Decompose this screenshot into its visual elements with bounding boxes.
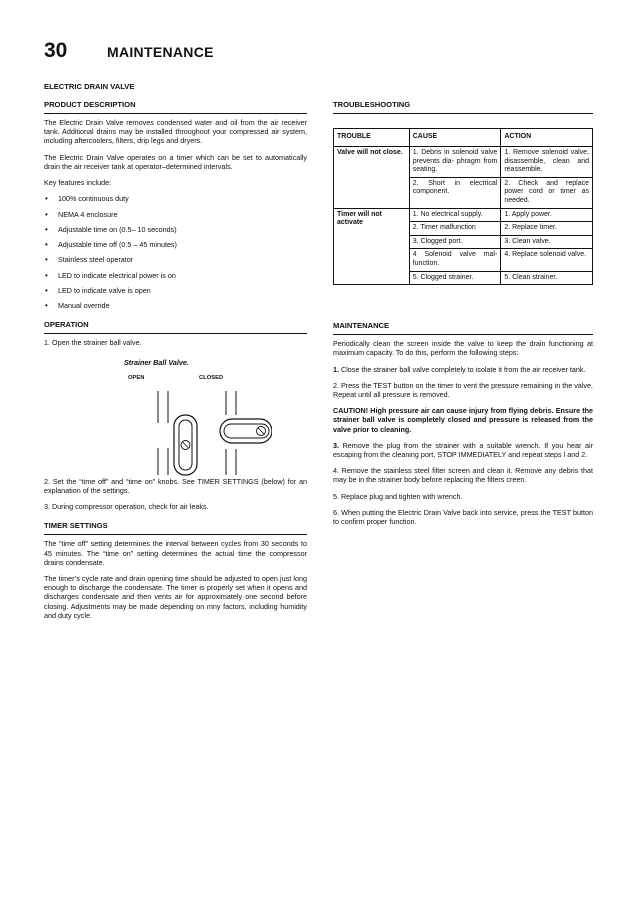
- subsection-title: ELECTRIC DRAIN VALVE: [44, 82, 135, 91]
- feature-item: • NEMA 4 enclosure: [44, 210, 307, 219]
- table-row: [334, 208, 593, 222]
- feature-item: • 100% continuous duty: [44, 194, 307, 203]
- column-header: CAUSE: [409, 129, 501, 147]
- strainer-ball-valve-figure: [44, 354, 307, 477]
- cause-cell: 2. Timer malfunction: [409, 222, 501, 236]
- left-column: [44, 97, 307, 627]
- action-cell: 3. Clean valve.: [501, 235, 593, 249]
- column-header: ACTION: [501, 129, 593, 147]
- feature-item: • Manual override: [44, 301, 307, 310]
- operation-step-3: 3. During compressor operation, check for air leaks.: [44, 502, 209, 512]
- step-number: 1.: [333, 364, 339, 374]
- action-cell: 1. Remove solenoid valve, disassemble, clean and reassemble.: [501, 147, 593, 178]
- operation-heading: OPERATION: [44, 317, 307, 334]
- closed-valve-drawing: [220, 391, 272, 475]
- troubleshooting-heading: TROUBLESHOOTING: [333, 97, 593, 114]
- cause-cell: 4 Solenoid valve mal- function.: [409, 249, 501, 271]
- product-description-para-2: The Electric Drain Valve operates on a timer which can be set to automatically drain the air receiver tank at operator–determined intervals.: [44, 152, 307, 171]
- action-cell: 1. Apply power.: [501, 208, 593, 222]
- feature-item: • Adjustable time off (0.5 – 45 minutes): [44, 240, 307, 249]
- open-valve-drawing: [158, 391, 197, 475]
- trouble-cell: Timer will not activate: [334, 208, 410, 285]
- cause-cell: 1. No electrical supply.: [409, 208, 501, 222]
- cause-cell: 3. Clogged port.: [409, 235, 501, 249]
- maintenance-step-2: 2. Press the TEST button on the timer to vent the pressure remaining in the valve. Repeat until all pressure is removed.: [333, 380, 593, 399]
- step-text: Close the strainer ball valve completely to isolate it from the air receiver tank.: [339, 364, 586, 374]
- timer-settings-para-2: The timer’s cycle rate and drain opening time should be adjusted to open just long enough to discharge the condensate. The timer is properly set when it opens and discharges condensate and then vents air for approximately one second before closing. Adjustments may be made depending on mny factors, including humidity and duty cycle.: [44, 574, 307, 620]
- cause-cell: 1. Debris in solenoid valve prevents dia- phragm from seating.: [409, 147, 501, 178]
- maintenance-intro: Periodically clean the screen inside the valve to keep the drain functioning at maximum capacity. To do this, perform the following steps:: [333, 339, 593, 358]
- product-description-para-1: The Electric Drain Valve removes condensed water and oil from the air receiver tank. Additional drains may be installed throughout your compressed air system, including aftercoolers, filters, drip legs and dryers.: [44, 118, 307, 146]
- figure-label-open: OPEN: [128, 374, 145, 381]
- feature-item: • LED to indicate valve is open: [44, 286, 307, 295]
- product-description-heading: PRODUCT DESCRIPTION: [44, 97, 307, 114]
- cause-cell: 5. Clogged strainer.: [409, 271, 501, 285]
- figure-label-closed: CLOSED: [199, 374, 224, 381]
- column-header: TROUBLE: [334, 129, 410, 147]
- valve-diagram: [122, 387, 272, 477]
- maintenance-heading: MAINTENANCE: [333, 318, 593, 335]
- table-header-row: [334, 129, 593, 147]
- operation-step-1: 1. Open the strainer ball valve.: [44, 337, 142, 347]
- troubleshooting-table: [333, 128, 593, 285]
- key-features-label: Key features include:: [44, 178, 112, 188]
- page-title: MAINTENANCE: [107, 44, 214, 60]
- feature-list: [44, 194, 307, 310]
- action-cell: 2. Replace timer.: [501, 222, 593, 236]
- operation-step-2: 2. Set the “time off” and “time on” knobs. See TIMER SETTINGS (below) for an explanation of the settings.: [44, 476, 307, 495]
- figure-caption: Strainer Ball Valve.: [124, 357, 189, 367]
- caution-notice: CAUTION! High pressure air can cause injury from flying debris. Ensure the strainer ball valve is completely closed and pressure is released from the valve prior to cleaning.: [333, 406, 593, 434]
- right-column: [333, 97, 593, 533]
- timer-settings-heading: TIMER SETTINGS: [44, 518, 307, 535]
- timer-settings-para-1: The “time off” setting determines the interval between cycles from 30 seconds to 45 minutes. The “time on” setting determines the actual time the compressor drains condensate.: [44, 539, 307, 567]
- feature-item: • LED to indicate electrical power is on: [44, 271, 307, 280]
- action-cell: 2. Check and replace power cord or timer as needed.: [501, 177, 593, 208]
- maintenance-step-5: 5. Replace plug and tighten with wrench.: [333, 491, 463, 501]
- maintenance-step-6: 6. When putting the Electric Drain Valve back into service, press the TEST button to confirm proper function.: [333, 507, 593, 526]
- action-cell: 4. Replace solenoid valve.: [501, 249, 593, 271]
- step-text: Remove the plug from the strainer with a suitable wrench. If you hear air escaping from the cleaning port, STOP IMMEDIATELY and repeat steps l and 2.: [333, 440, 593, 459]
- feature-item: • Stainless steel operator: [44, 255, 307, 264]
- step-number: 3.: [333, 440, 339, 450]
- feature-item: • Adjustable time on (0.5– 10 seconds): [44, 225, 307, 234]
- cause-cell: 2. Short in electrical component.: [409, 177, 501, 208]
- maintenance-step-4: 4. Remove the stainless steel filter screen and clean it. Remove any debris that may be in the strainer body before replacing the filters creen.: [333, 466, 593, 485]
- maintenance-step-3: [333, 441, 593, 459]
- action-cell: 5. Clean strainer.: [501, 271, 593, 285]
- page-number: 30: [44, 39, 68, 62]
- maintenance-step-1: [333, 365, 593, 374]
- trouble-cell: Valve will not close.: [334, 147, 410, 209]
- table-row: [334, 147, 593, 178]
